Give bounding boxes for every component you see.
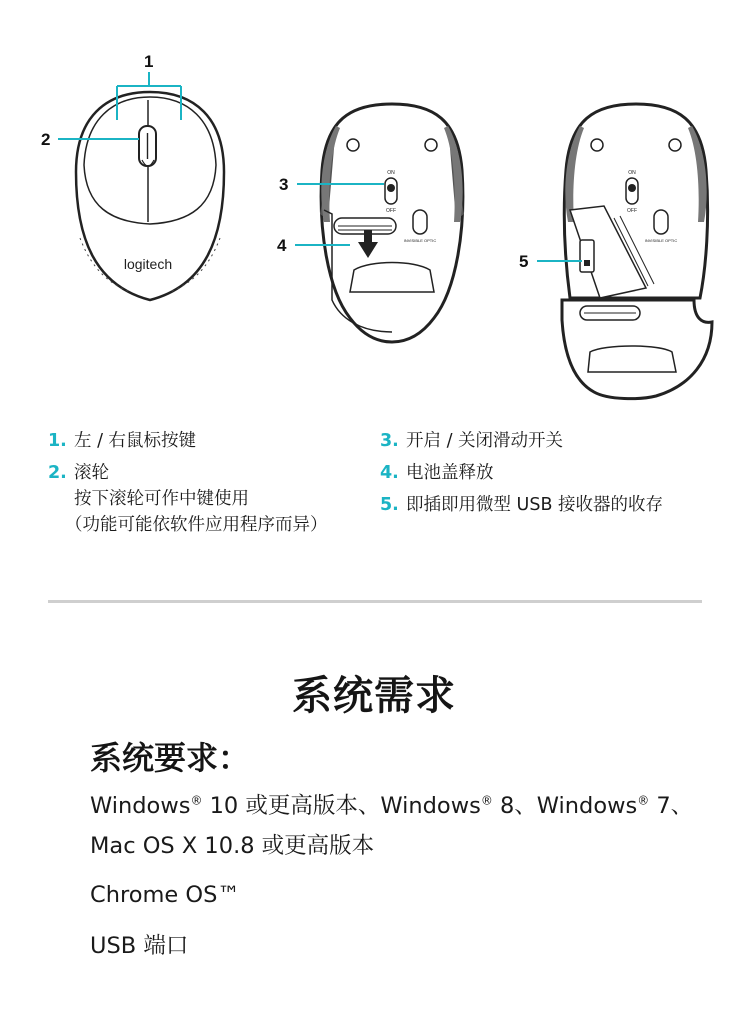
feature-text-group [65, 460, 328, 538]
callout-5 [519, 252, 582, 271]
callout-1 [117, 52, 181, 120]
feature-item-2 [48, 460, 378, 538]
svg-text:5: 5 [519, 252, 529, 271]
feature-text: 滚轮 [74, 463, 109, 483]
port-requirement: USB 端口 [90, 933, 189, 959]
feature-number: 5. [380, 495, 399, 515]
svg-text:INVISIBLE OPTIC: INVISIBLE OPTIC [403, 238, 437, 243]
section-divider [48, 600, 702, 603]
svg-text:INVISIBLE OPTIC: INVISIBLE OPTIC [644, 238, 678, 243]
feature-list-left [48, 428, 378, 544]
svg-text:3: 3 [279, 175, 289, 194]
mouse-bottom-view [320, 104, 464, 342]
feature-number: 4. [380, 463, 399, 483]
svg-text:2: 2 [41, 130, 51, 149]
brand-logo: logitech [123, 256, 173, 272]
mouse-top-view [76, 92, 224, 300]
os-requirement-chrome: Chrome OS™ [90, 882, 240, 908]
section-title: 系统需求 [292, 673, 456, 719]
svg-text:ON: ON [387, 170, 395, 176]
svg-text:OFF: OFF [386, 208, 396, 214]
svg-text:OFF: OFF [627, 208, 637, 214]
feature-item-1 [48, 428, 378, 454]
feature-subtext: 按下滚轮可作中键使用 [74, 489, 249, 509]
feature-text: 开启 / 关闭滑动开关 [406, 431, 564, 451]
section-subtitle: 系统要求： [90, 739, 251, 777]
feature-number: 2. [48, 463, 67, 483]
feature-text: 左 / 右鼠标按键 [74, 431, 197, 451]
feature-item-4 [380, 460, 740, 486]
callout-4 [277, 236, 350, 255]
svg-text:4: 4 [277, 236, 287, 255]
svg-text:ON: ON [628, 170, 636, 176]
feature-text: 即插即用微型 USB 接收器的收存 [406, 495, 664, 515]
feature-number: 1. [48, 431, 67, 451]
mouse-bottom-open-view [562, 104, 712, 399]
feature-list-right [380, 428, 740, 524]
svg-text:1: 1 [144, 52, 154, 71]
feature-number: 3. [380, 431, 399, 451]
mouse-diagram [0, 0, 748, 420]
feature-item-3 [380, 428, 740, 454]
os-requirement-mac: Mac OS X 10.8 或更高版本 [90, 833, 375, 859]
os-requirement-windows: Windows® 10 或更高版本、Windows® 8、Windows® 7、 [90, 793, 694, 819]
feature-subtext: （功能可能依软件应用程序而异） [65, 515, 328, 535]
feature-item-5 [380, 492, 740, 518]
feature-text: 电池盖释放 [406, 463, 494, 483]
